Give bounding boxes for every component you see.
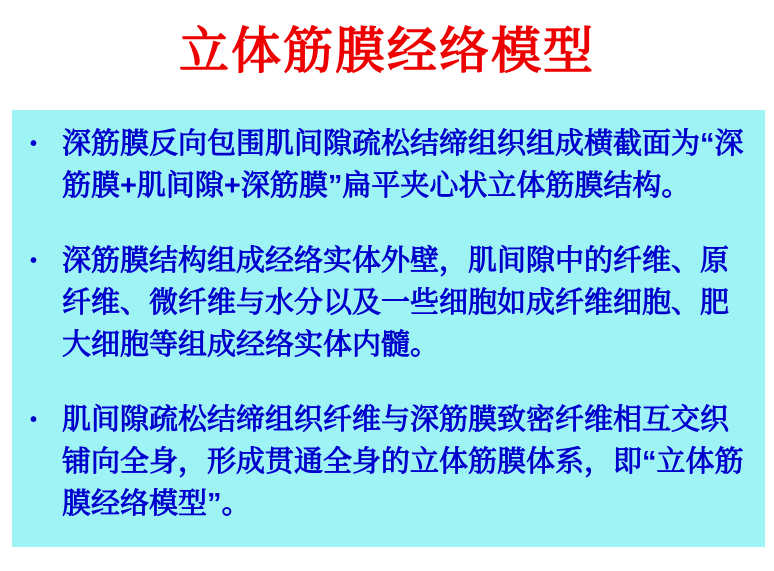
slide-title: 立体筋膜经络模型	[179, 23, 595, 79]
bullet-item	[28, 399, 757, 525]
bullet-icon: •	[30, 409, 38, 431]
bullet-icon: •	[30, 250, 38, 272]
bullet-icon: •	[30, 133, 38, 155]
bullet-item	[28, 240, 757, 366]
bullet-text: 深筋膜反向包围肌间隙疏松结缔组织组成横截面为“深筋膜+肌间隙+深筋膜”扁平夹心状立体筋膜结构。	[62, 128, 744, 202]
content-box	[12, 110, 765, 547]
bullet-text: 肌间隙疏松结缔组织纤维与深筋膜致密纤维相互交织铺向全身，形成贯通全身的立体筋膜体系，即“立体筋膜经络模型”。	[62, 404, 744, 520]
bullet-item	[28, 123, 757, 207]
bullet-text: 深筋膜结构组成经络实体外壁，肌间隙中的纤维、原纤维、微纤维与水分以及一些细胞如成纤维细胞、肥大细胞等组成经络实体内髓。	[62, 245, 730, 361]
